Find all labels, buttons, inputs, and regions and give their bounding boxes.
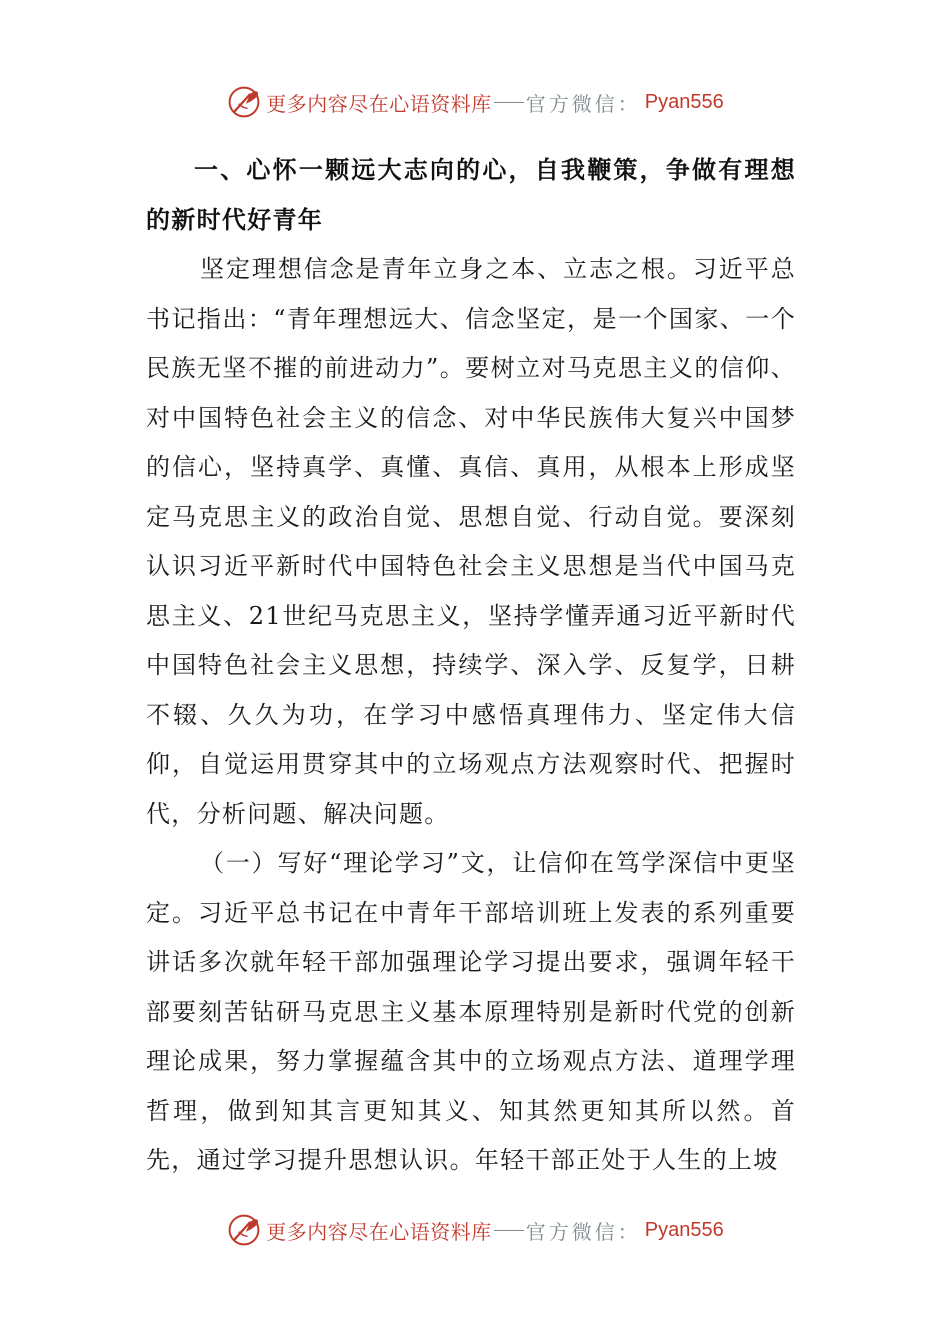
paragraph: 坚定理想信念是青年立身之本、立志之根。习近平总书记指出：“青年理想远大、信念坚定，是一个国家、一个民族无坚不摧的前进动力”。要树立对马克思主义的信仰、对中国特色社会主义的信念、对中华民族伟大复兴中国梦的信心，坚持真学、真懂、真信、真用，从根本上形成坚定马克思主义的政治自觉、思想自觉、行动自觉。要深刻认识习近平新时代中国特色社会主义思想是当代中国马克思主义、21世纪马克思主义，坚持学懂弄通习近平新时代中国特色社会主义思想，持续学、深入学、反复学，日耕不辍、久久为功，在学习中感悟真理伟力、坚定伟大信仰，自觉运用贯穿其中的立场观点方法观察时代、把握时代，分析问题、解决问题。 [146, 255, 796, 828]
watermark-official-label: 官方微信： [525, 1219, 641, 1244]
section-heading: 一、心怀一颗远大志向的心，自我鞭策，争做有理想的新时代好青年 [146, 156, 796, 234]
watermark-wechat-id: Pyan556 [644, 90, 724, 113]
watermark-header [0, 80, 950, 124]
watermark-text: 更多内容尽在心语资料库 [266, 1219, 492, 1244]
watermark-text: 更多内容尽在心语资料库 [266, 91, 492, 116]
watermark-wechat-id: Pyan556 [644, 1218, 724, 1241]
watermark-dash [494, 102, 524, 103]
watermark-footer [0, 1208, 950, 1252]
paragraph: （一）写好“理论学习”文，让信仰在笃学深信中更坚定。习近平总书记在中青年干部培训班上发表的系列重要讲话多次就年轻干部加强理论学习提出要求，强调年轻干部要刻苦钻研马克思主义基本原理特别是新时代党的创新理论成果，努力掌握蕴含其中的立场观点方法、道理学理哲理，做到知其言更知其义、知其然更知其所以然。首先，通过学习提升思想认识。年轻干部正处于人生的上坡 [146, 849, 796, 1174]
feather-pen-logo-icon [226, 84, 262, 120]
watermark-official-label: 官方微信： [525, 91, 641, 116]
feather-pen-logo-icon [226, 1212, 262, 1248]
watermark-dash [494, 1230, 524, 1231]
document-body [146, 146, 796, 1186]
